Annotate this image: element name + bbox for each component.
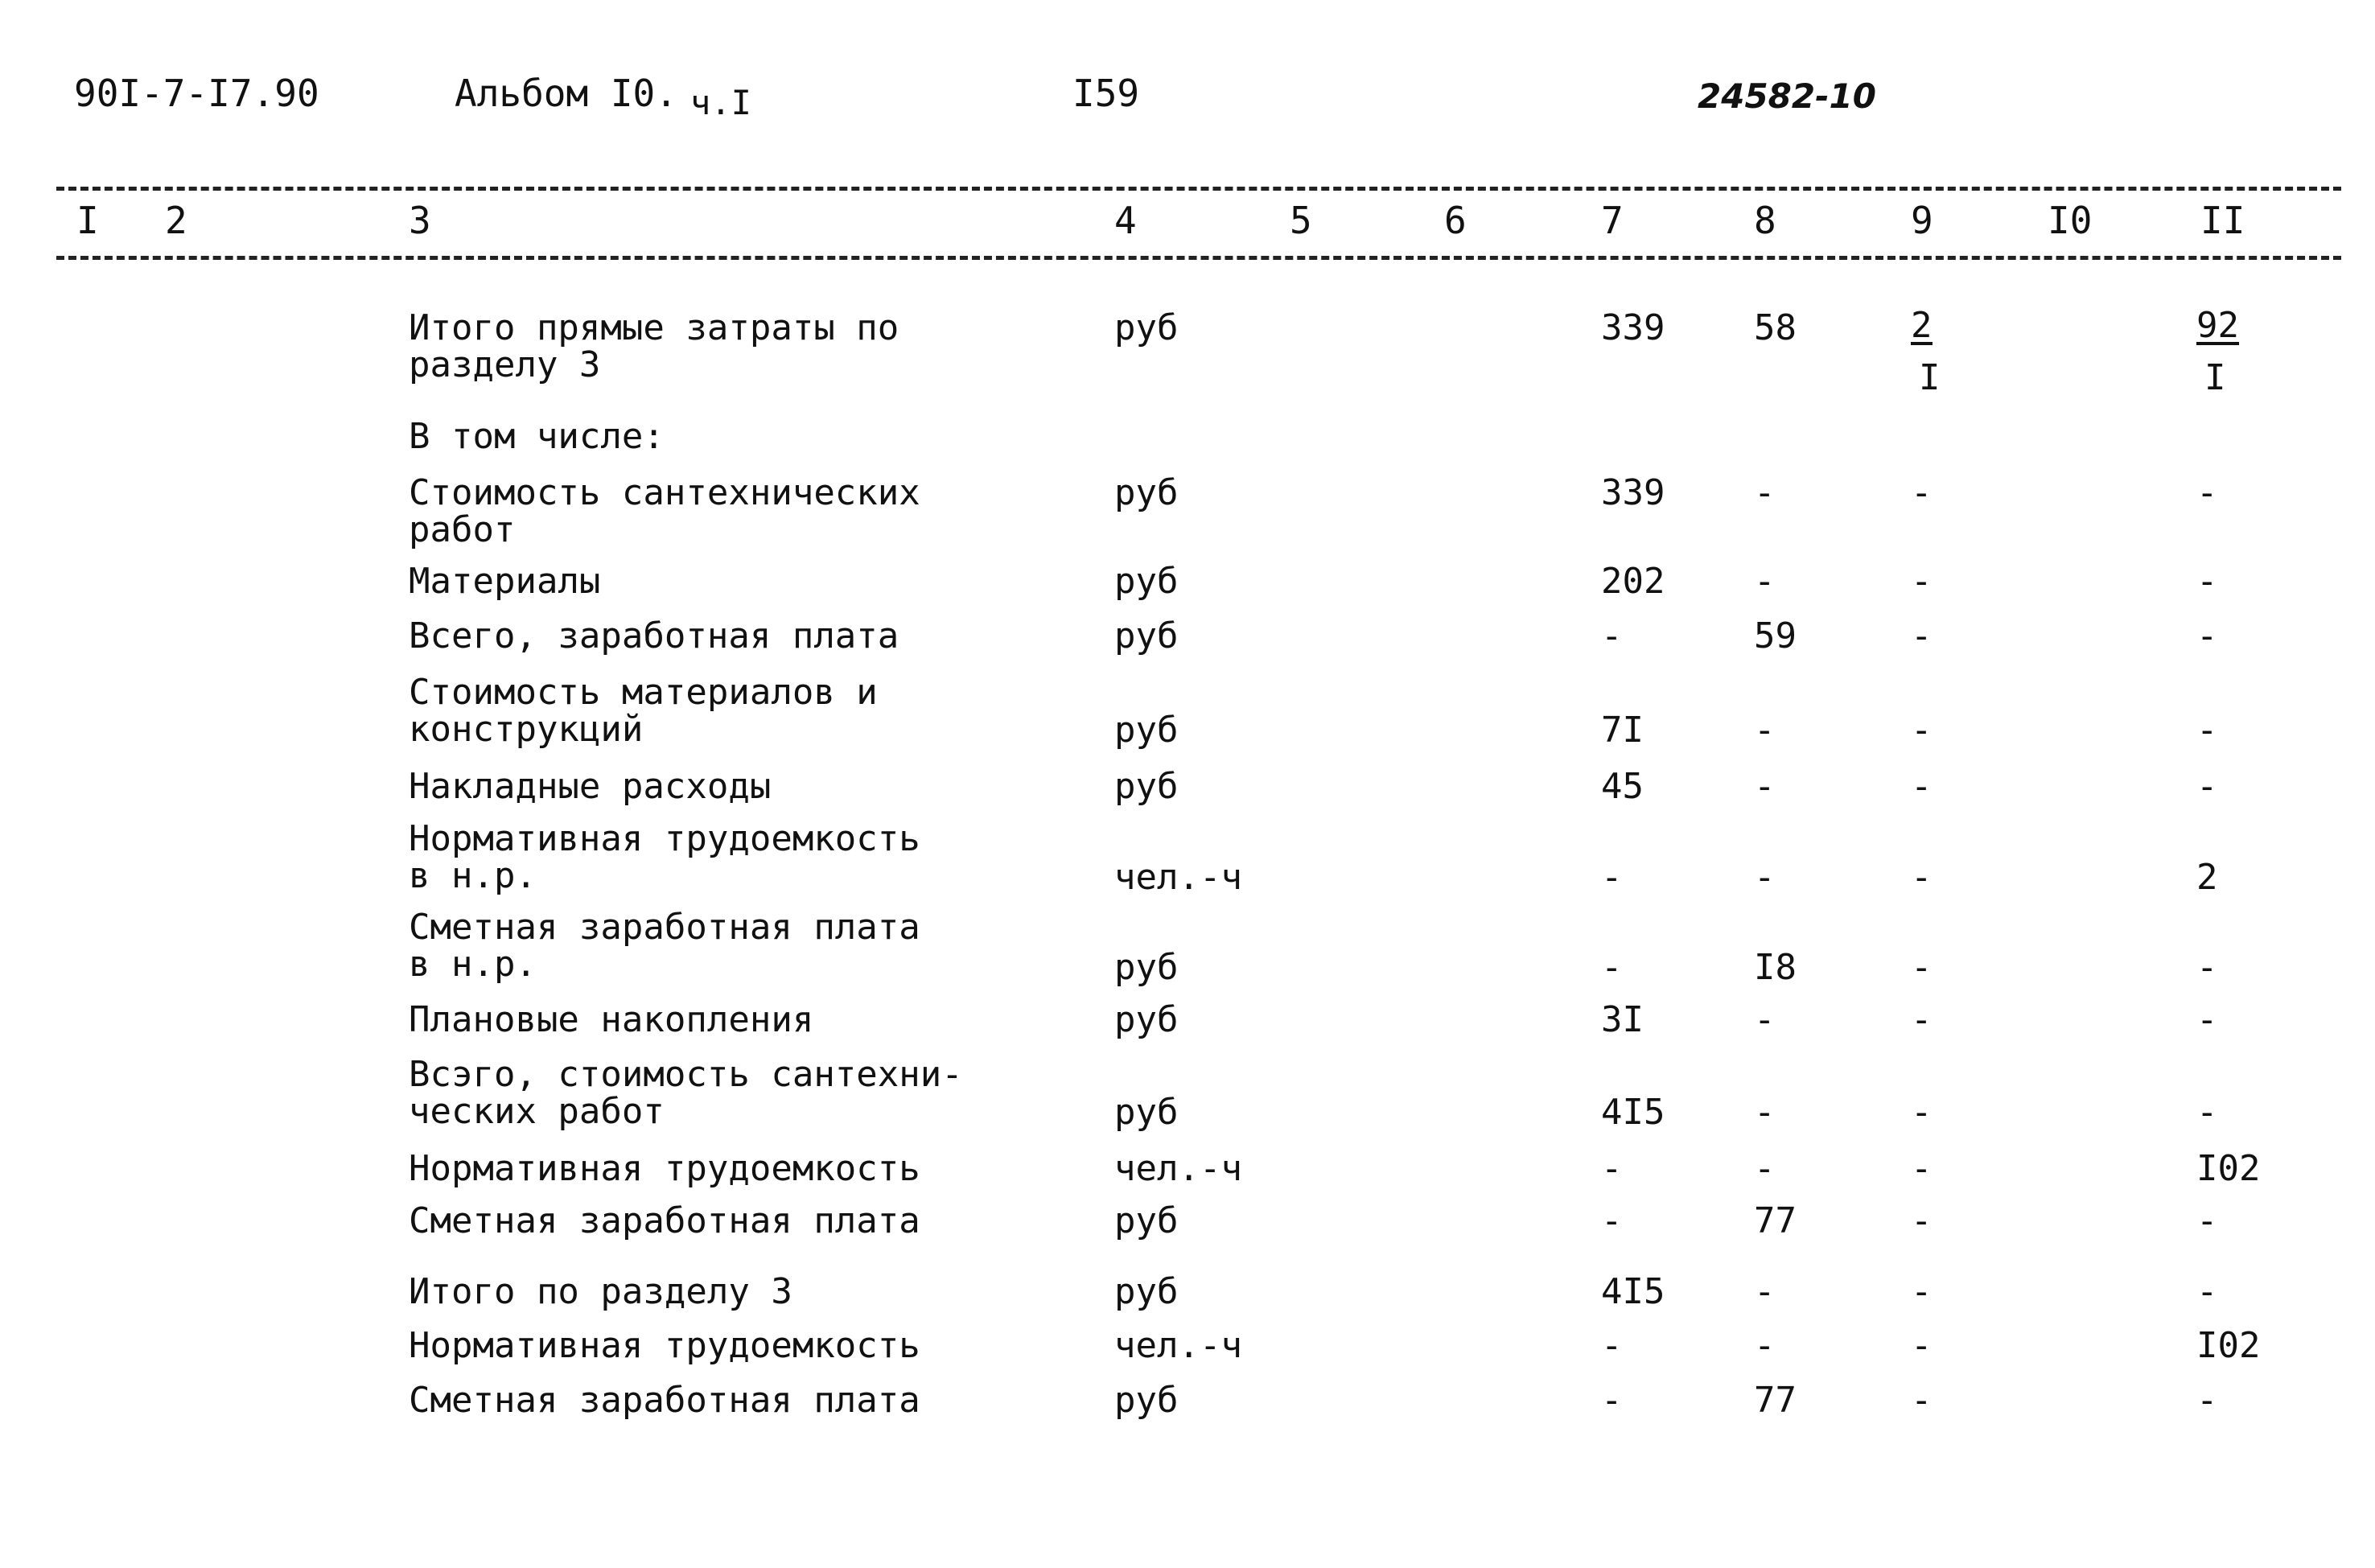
header-rule-bottom <box>56 256 2341 260</box>
row-value-c11: - <box>2196 615 2218 656</box>
row-name-line: Всего, заработная плата <box>409 615 899 656</box>
row-value-c11: - <box>2196 710 2218 751</box>
row-name-line: Стоимость сантехнических <box>409 472 920 513</box>
row-value-c8: 77 <box>1754 1200 1797 1241</box>
row-value-c9: - <box>1911 1325 1933 1366</box>
row-value-c11: I02 <box>2196 1325 2261 1366</box>
row-value-c9-denominator: I <box>1919 357 1941 398</box>
row-value-c11: - <box>2196 1092 2218 1133</box>
row-value-c7: 3I <box>1601 999 1644 1040</box>
row-name-line: В том числе: <box>409 416 665 457</box>
row-value-c8: 58 <box>1754 307 1797 348</box>
row-value-c11: 2 <box>2196 857 2218 898</box>
row-name-line: в н.р. <box>409 855 537 896</box>
row-value-c11: - <box>2196 947 2218 988</box>
column-header: 6 <box>1444 199 1467 242</box>
row-unit: руб <box>1114 710 1179 751</box>
row-name-line: Материалы <box>409 561 601 602</box>
row-value-c7: 339 <box>1601 472 1665 513</box>
row-value-c8: - <box>1754 561 1776 602</box>
row-unit: руб <box>1114 561 1179 602</box>
row-value-c8: 77 <box>1754 1380 1797 1421</box>
row-name-line: работ <box>409 509 516 550</box>
row-value-c8: - <box>1754 1092 1776 1133</box>
row-value-c7: - <box>1601 1380 1623 1421</box>
row-name-line: Сметная заработная плата <box>409 1200 920 1241</box>
column-header: 4 <box>1114 199 1137 242</box>
row-value-c7: - <box>1601 857 1623 898</box>
row-name-line: Сметная заработная плата <box>409 907 920 948</box>
row-value-c7: 339 <box>1601 307 1665 348</box>
row-unit: чел.-ч <box>1114 857 1242 898</box>
row-name-line: ческих работ <box>409 1091 665 1132</box>
row-name-line: Нормативная трудоемкость <box>409 1148 920 1189</box>
row-value-c7: 7I <box>1601 710 1644 751</box>
row-value-c7: 202 <box>1601 561 1665 602</box>
row-name-line: Накладные расходы <box>409 766 772 807</box>
row-name-line: Плановые накопления <box>409 999 814 1040</box>
column-header: 3 <box>409 199 431 242</box>
row-value-c8: - <box>1754 857 1776 898</box>
row-value-c11: I02 <box>2196 1148 2261 1189</box>
row-name-line: Нормативная трудоемкость <box>409 1325 920 1366</box>
row-value-c8: - <box>1754 999 1776 1040</box>
row-value-c7: 4I5 <box>1601 1271 1665 1312</box>
row-unit: руб <box>1114 766 1179 807</box>
document-code: 90I-7-I7.90 <box>74 72 319 115</box>
column-header: I <box>76 199 99 242</box>
row-value-c9: - <box>1911 615 1933 656</box>
row-name-line: Итого прямые затраты по <box>409 307 899 348</box>
row-value-c7: 45 <box>1601 766 1644 807</box>
row-unit: руб <box>1114 1092 1179 1133</box>
row-value-c7: 4I5 <box>1601 1092 1665 1133</box>
row-name-line: Сметная заработная плата <box>409 1380 920 1421</box>
column-header: 5 <box>1290 199 1312 242</box>
row-value-c9: - <box>1911 1092 1933 1133</box>
row-unit: руб <box>1114 1271 1179 1312</box>
row-value-c8: - <box>1754 1148 1776 1189</box>
row-value-c8: - <box>1754 1271 1776 1312</box>
row-value-c7: - <box>1601 1325 1623 1366</box>
row-unit: руб <box>1114 307 1179 348</box>
row-name-line: Итого по разделу 3 <box>409 1271 792 1312</box>
column-header: I0 <box>2048 199 2093 242</box>
row-unit: чел.-ч <box>1114 1325 1242 1366</box>
row-value-c8: - <box>1754 766 1776 807</box>
row-value-c9: - <box>1911 1271 1933 1312</box>
row-name-line: разделу 3 <box>409 344 601 385</box>
row-value-c9: - <box>1911 1200 1933 1241</box>
row-value-c11: - <box>2196 561 2218 602</box>
row-unit: руб <box>1114 615 1179 656</box>
row-value-c11: - <box>2196 472 2218 513</box>
row-value-c11: - <box>2196 1380 2218 1421</box>
column-header: 9 <box>1911 199 1933 242</box>
row-value-c11: - <box>2196 1271 2218 1312</box>
row-value-c11: - <box>2196 1200 2218 1241</box>
row-value-c9: - <box>1911 472 1933 513</box>
row-value-c11: - <box>2196 999 2218 1040</box>
inventory-number: 24582-10 <box>1698 76 1876 116</box>
column-header: 7 <box>1601 199 1624 242</box>
row-value-c7: - <box>1601 615 1623 656</box>
row-value-c8: - <box>1754 1325 1776 1366</box>
header-rule-top <box>56 187 2341 191</box>
row-value-c9: - <box>1911 1380 1933 1421</box>
row-unit: чел.-ч <box>1114 1148 1242 1189</box>
page-number: I59 <box>1072 72 1140 115</box>
row-value-c8: 59 <box>1754 615 1797 656</box>
row-value-c9: - <box>1911 766 1933 807</box>
row-unit: руб <box>1114 1380 1179 1421</box>
row-value-c9: - <box>1911 561 1933 602</box>
row-value-c7: - <box>1601 1200 1623 1241</box>
row-value-c11: 92 <box>2196 305 2239 346</box>
row-name-line: Нормативная трудоемкость <box>409 818 920 859</box>
part-label: ч.I <box>690 83 751 122</box>
row-unit: руб <box>1114 947 1179 988</box>
row-value-c9: - <box>1911 947 1933 988</box>
row-value-c8: - <box>1754 710 1776 751</box>
row-name-line: Стоимость материалов и <box>409 672 878 713</box>
row-value-c11: - <box>2196 766 2218 807</box>
column-header: 2 <box>165 199 187 242</box>
row-value-c9: - <box>1911 1148 1933 1189</box>
row-name-line: в н.р. <box>409 944 537 985</box>
row-unit: руб <box>1114 472 1179 513</box>
row-unit: руб <box>1114 999 1179 1040</box>
row-value-c11-denominator: I <box>2204 357 2226 398</box>
row-value-c9: 2 <box>1911 305 1933 346</box>
row-name-line: конструкций <box>409 709 644 750</box>
row-name-line: Всэго, стоимость сантехни- <box>409 1054 963 1095</box>
column-header: 8 <box>1754 199 1776 242</box>
row-value-c9: - <box>1911 999 1933 1040</box>
row-unit: руб <box>1114 1200 1179 1241</box>
row-value-c9: - <box>1911 710 1933 751</box>
row-value-c7: - <box>1601 1148 1623 1189</box>
row-value-c9: - <box>1911 857 1933 898</box>
column-header: II <box>2200 199 2245 242</box>
album-label: Альбом I0. <box>455 72 677 115</box>
row-value-c7: - <box>1601 947 1623 988</box>
row-value-c8: - <box>1754 472 1776 513</box>
row-value-c8: I8 <box>1754 947 1797 988</box>
